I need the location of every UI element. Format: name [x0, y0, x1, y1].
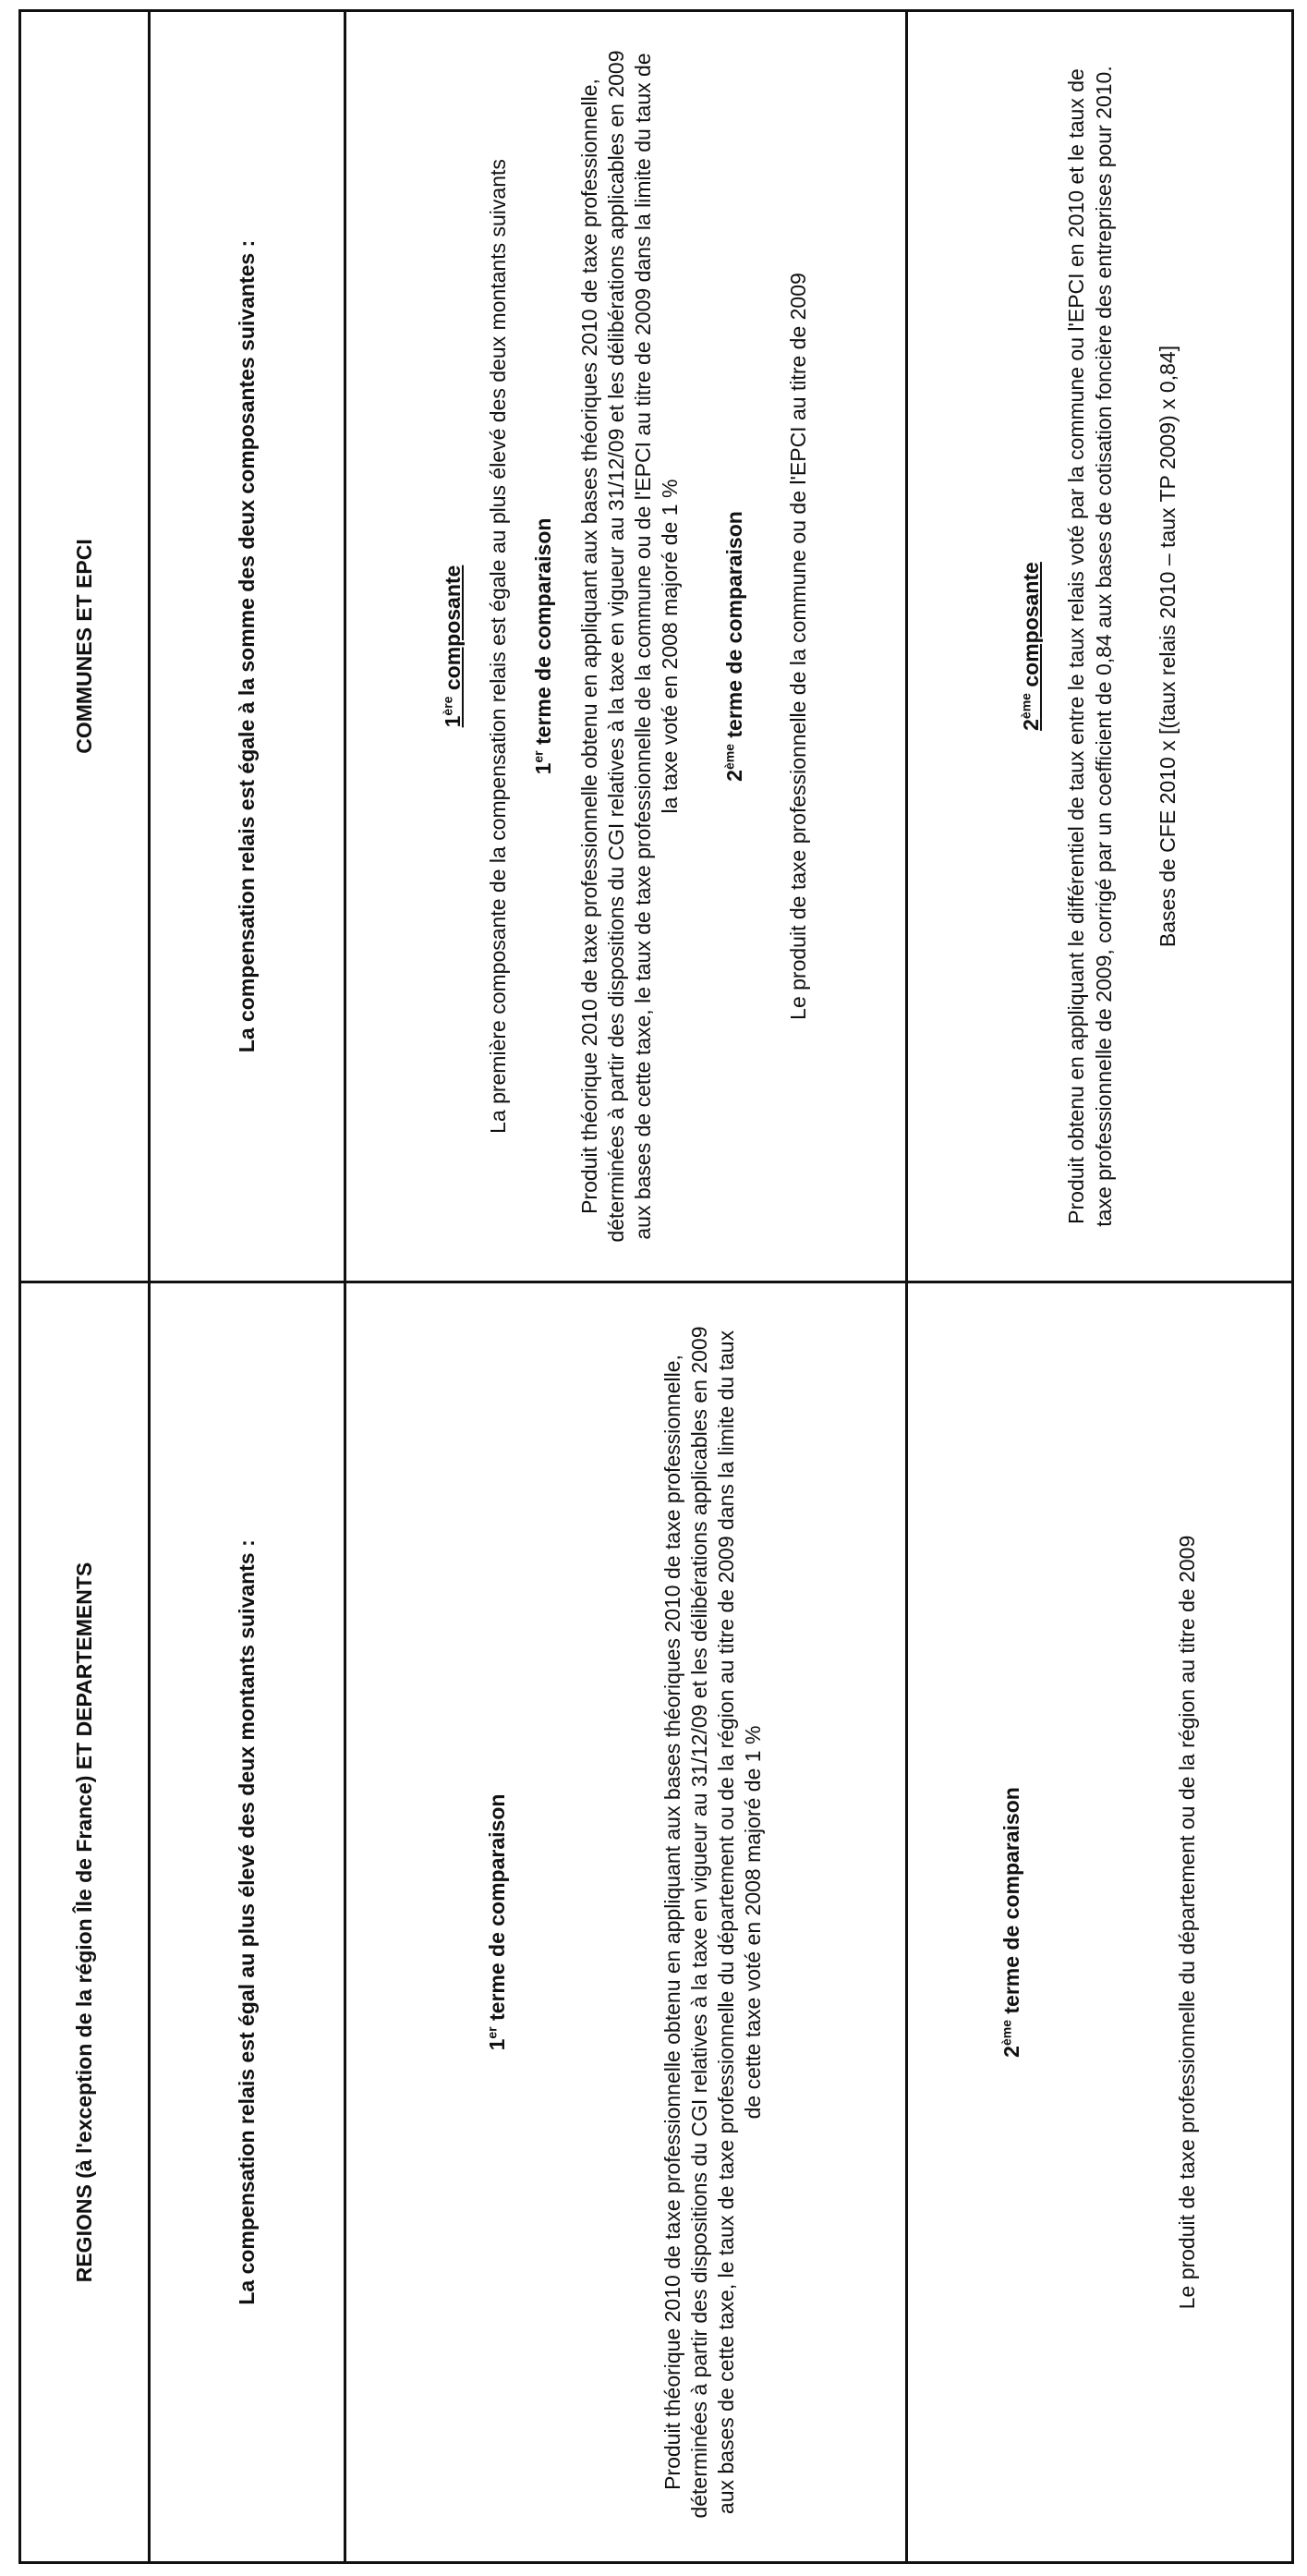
regions-term1-text: Produit théorique 2010 de taxe professionnelle obtenu en appliquant aux bases théoriques 2010 de taxe professionnelle, déterminées à partir des dispositions du CGI relatives à la taxe en vigueur au 31/12/09 et les délibérations applicables en 2009 aux bases de cette taxe, le taux de taxe professionnelle du département ou de la région au titre de 2009 dans la limite du taux de cette taxe voté en 2008 majoré de 1 %	[660, 1326, 766, 2519]
communes-term2-text: Le produit de taxe professionnelle de la commune ou de l'EPCI au titre de 2009	[785, 273, 810, 1020]
second-component-row	[907, 11, 1293, 2563]
communes-comp1-title: 1ère composante	[440, 565, 466, 728]
comparison-table	[18, 9, 1294, 2564]
communes-term1-title: 1er terme de comparaison	[530, 517, 556, 775]
regions-term1-cell	[345, 1282, 907, 2563]
regions-term2-title: 2ème terme de comparaison	[998, 1787, 1024, 2058]
communes-term1-text: Produit théorique 2010 de taxe professionnelle obtenu en appliquant aux bases théoriques 2010 de taxe professionnelle, déterminées à partir des dispositions du CGI relatives à la taxe en vigueur au 31/12/09 et les délibérations applicables en 2009 aux bases de cette taxe, le taux de taxe professionnelle de la commune ou de l'EPCI au titre de 2009 dans la limite du taux de la taxe voté en 2008 majoré de 1 %	[576, 50, 683, 1243]
first-component-row	[345, 11, 907, 2563]
communes-comp2-cell	[907, 11, 1293, 1282]
communes-comp1-cell	[345, 11, 907, 1282]
intro-regions: La compensation relais est égal au plus élevé des deux montants suivants :	[150, 1282, 345, 2563]
rotated-page	[18, 12, 1291, 2564]
intro-row	[150, 11, 345, 2563]
intro-communes: La compensation relais est égale à la somme des deux composantes suivantes :	[150, 11, 345, 1282]
regions-term2-text: Le produit de taxe professionnelle du département ou de la région au titre de 2009	[1174, 1535, 1199, 2310]
communes-comp2-title: 2ème composante	[1018, 562, 1044, 731]
header-row	[20, 11, 150, 2563]
communes-comp2-text: Produit obtenu en appliquant le différentiel de taux entre le taux relais voté par la commune ou l'EPCI en 2010 et le taux de taxe professionnelle de 2009, corrigé par un coefficient de 0,84 aux bases de cotisation foncière des entreprises pour 2010.	[1064, 66, 1116, 1227]
header-regions: REGIONS (à l'exception de la région Île de France) ET DEPARTEMENTS	[20, 1282, 150, 2563]
communes-comp2-formula: Bases de CFE 2010 x [(taux relais 2010 – taux TP 2009) x 0,84]	[1155, 345, 1180, 948]
communes-term2-title: 2ème terme de comparaison	[720, 511, 746, 782]
regions-term1-title: 1er terme de comparaison	[484, 1793, 510, 2051]
header-communes: COMMUNES ET EPCI	[20, 11, 150, 1282]
communes-comp1-text: La première composante de la compensation relais est égale au plus élevé des deux montants suivants	[486, 159, 511, 1134]
regions-term2-cell	[907, 1282, 1293, 2563]
